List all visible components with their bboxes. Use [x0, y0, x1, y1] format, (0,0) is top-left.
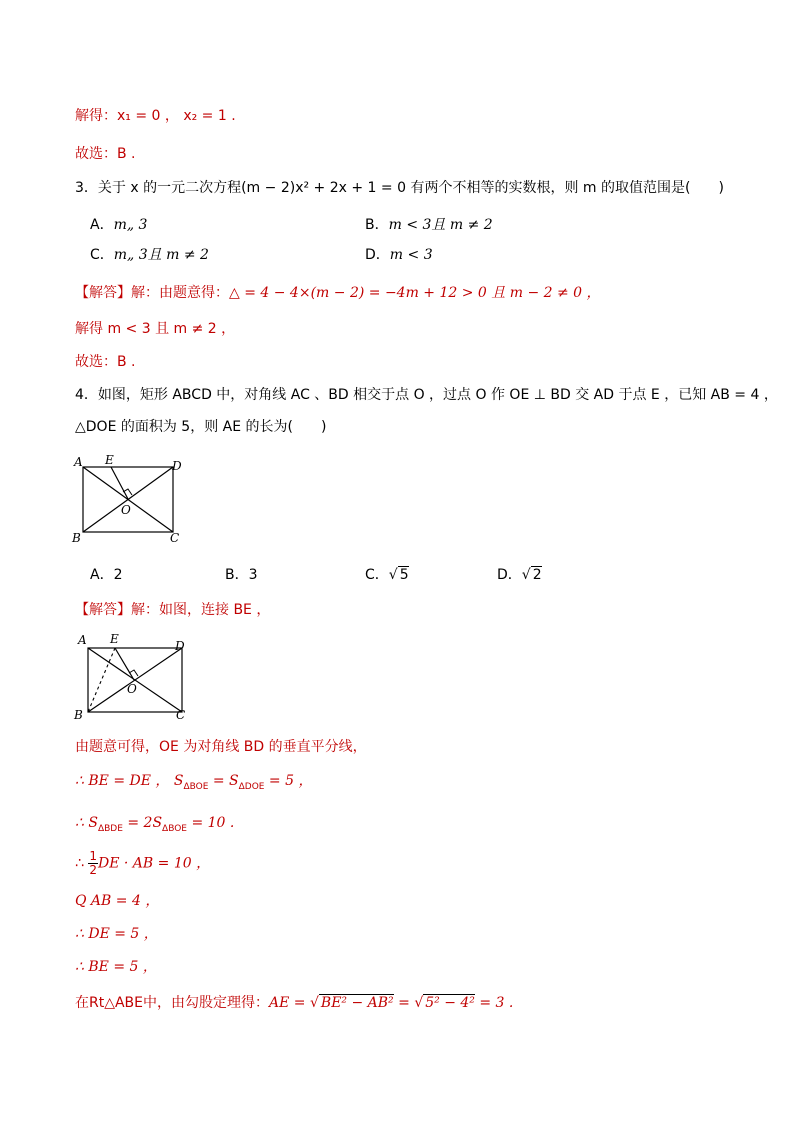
- label-c: C: [170, 531, 180, 545]
- q3-solution-line: [75, 283, 601, 303]
- label-o: O: [121, 503, 131, 517]
- prev-solve-line: 解得：x₁ = 0 ， x₂ = 1 .: [75, 108, 236, 124]
- q3-solve-line: 解得 m < 3 且 m ≠ 2 ，: [75, 321, 236, 337]
- segment-oe: [115, 648, 134, 680]
- prev-choose-line: 故选：B .: [75, 146, 136, 162]
- sqrt-icon: √: [521, 567, 531, 583]
- q3-option-c: C．m„ 3且 m ≠ 2: [90, 247, 209, 263]
- q4-step2: ∴ BE = DE ， $S_{\Delta BOE} = S_{\Delta DOE} = 5$ ，: [75, 773, 313, 792]
- sqrt-icon: √: [309, 995, 319, 1011]
- q4-stem-line2: △DOE 的面积为 5，则 AE 的长为( ): [75, 419, 327, 435]
- rectangle-figure-connected: [72, 630, 192, 725]
- q4-solution-line: 【解答】解：如图，连接 BE ，: [75, 602, 271, 618]
- sqrt-icon: √: [414, 995, 424, 1011]
- label-b: B: [74, 708, 83, 722]
- q4-stem-line1: 4．如图，矩形 ABCD 中，对角线 AC 、BD 相交于点 O ，过点 O 作 OE ⊥ BD 交 AD 于点 E ，已知 AB = 4 ，: [75, 387, 778, 403]
- q3-choose-line: 故选：B .: [75, 354, 136, 370]
- solution-prefix: 【解答】解：: [75, 602, 159, 618]
- q4-step7: ∴ BE = 5 ，: [75, 959, 157, 975]
- q3-option-d: D．m < 3: [365, 247, 433, 263]
- label-e: E: [110, 632, 119, 646]
- q4-step8: 在Rt△ABE中，由勾股定理得：AE = √ BE² − AB² = √ 5² − 4² = 3 .: [75, 995, 514, 1011]
- q4-step3: ∴ $S_{\Delta BDE} = 2S_{\Delta BOE} = 10$ .: [75, 815, 235, 834]
- q3-stem: 3．关于 x 的一元二次方程(m − 2)x² + 2x + 1 = 0 有两个不相等的实数根，则 m 的取值范围是( ): [75, 180, 724, 196]
- discriminant-expr: △ = 4 − 4×(m − 2) = −4m + 12 > 0 且 m − 2 ≠ 0 ，: [229, 285, 601, 301]
- q3-option-a: A．m„ 3: [90, 217, 148, 233]
- q3-option-b: B．m < 3且 m ≠ 2: [365, 217, 493, 233]
- q4-step5: Q AB = 4 ，: [75, 893, 160, 909]
- solution-prefix: 【解答】解：由题意得：: [75, 285, 229, 301]
- label-o: O: [127, 682, 137, 696]
- rectangle-figure: [68, 452, 188, 547]
- label-a: A: [78, 633, 87, 647]
- q4-option-a: A．2: [90, 567, 123, 583]
- segment-oe: [111, 467, 128, 499]
- sqrt-icon: √: [388, 567, 398, 583]
- label-d: D: [175, 639, 185, 653]
- label-b: B: [72, 531, 81, 545]
- q4-option-c: C．√ 5: [365, 567, 409, 583]
- label-a: A: [74, 455, 83, 469]
- label-e: E: [105, 453, 114, 467]
- fraction-one-half: $\frac{1}{2}$: [89, 849, 97, 877]
- q4-option-b: B．3: [225, 567, 258, 583]
- q4-step1: 由题意可得，OE 为对角线 BD 的垂直平分线，: [75, 739, 367, 755]
- label-c: C: [176, 708, 186, 722]
- q4-step6: ∴ DE = 5 ，: [75, 926, 158, 942]
- label-d: D: [172, 459, 182, 473]
- q4-option-d: D．√ 2: [497, 567, 542, 583]
- q4-step4: ∴ $\frac{1}{2}$ DE · AB = 10 ，: [75, 849, 211, 877]
